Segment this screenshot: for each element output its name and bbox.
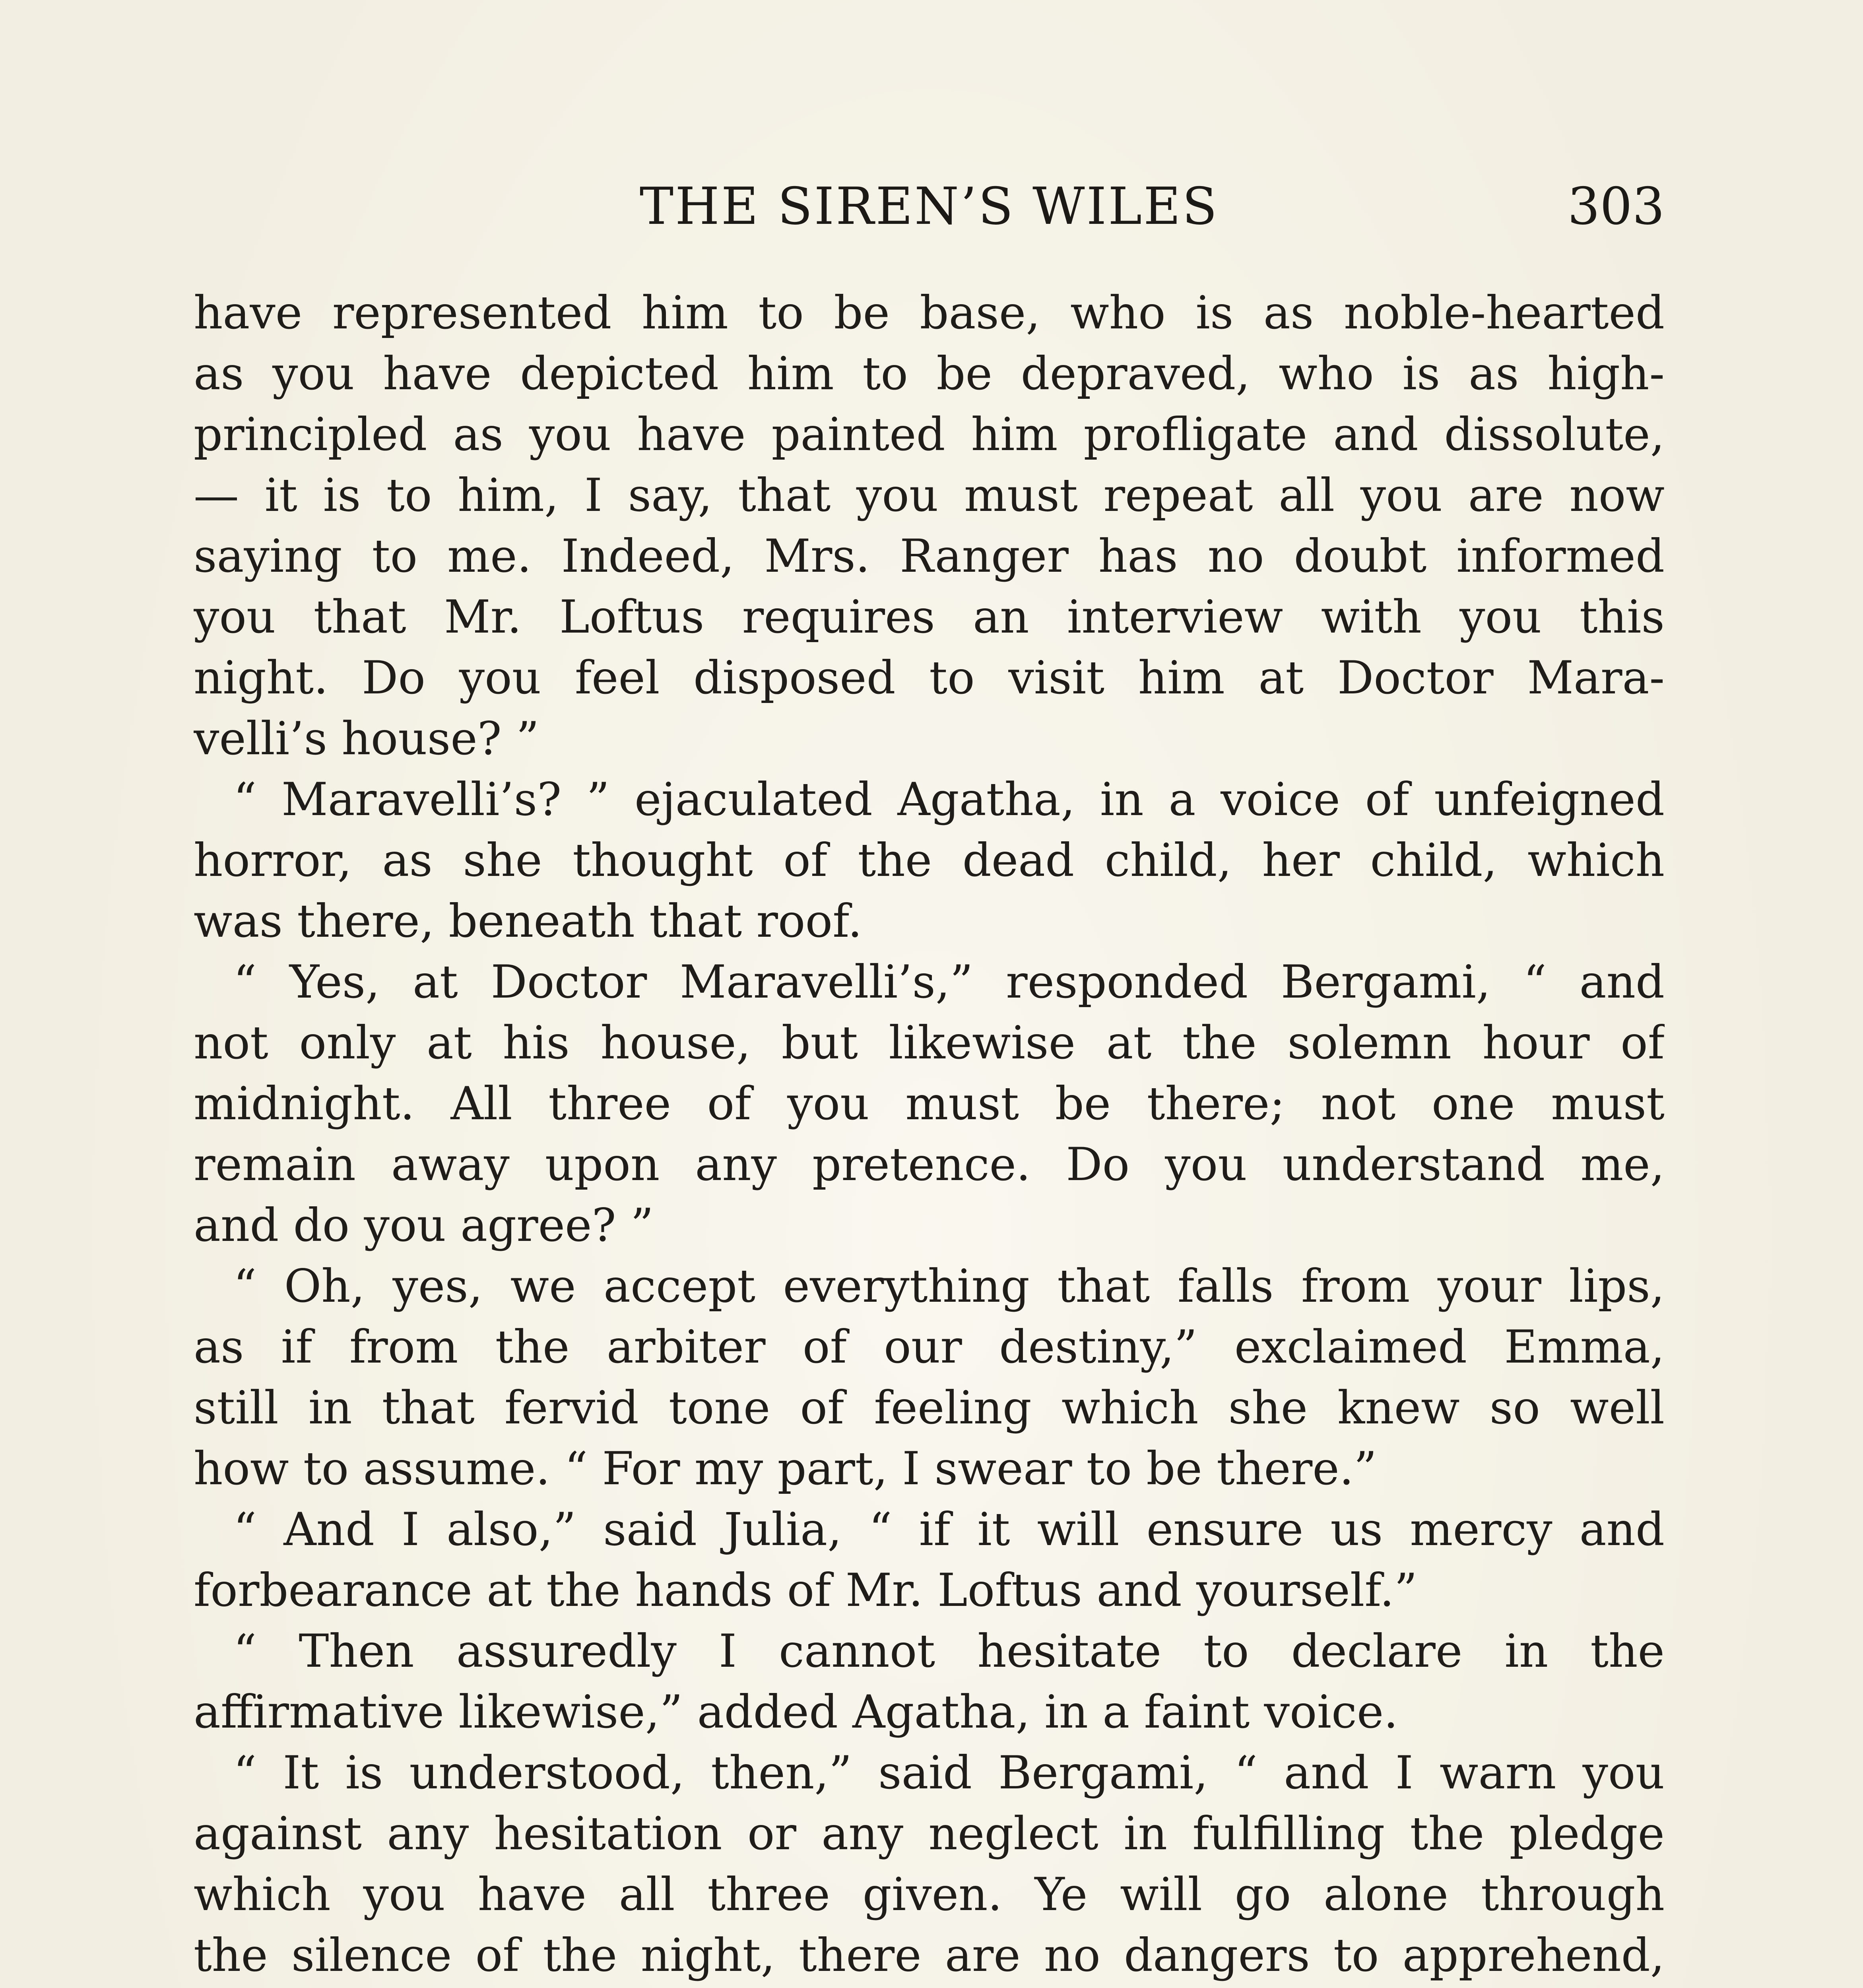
text-line: “ Oh, yes, we accept everything that falls from your lips,: [233, 1260, 1665, 1312]
text-line: was there, beneath that roof.: [194, 895, 862, 947]
text-line: night. Do you feel disposed to visit him at Doctor Mara-: [194, 651, 1665, 704]
text-line: “ Yes, at Doctor Maravelli’s,” responded Bergami, “ and: [233, 955, 1665, 1008]
body-text: [194, 282, 1665, 1988]
text-line: how to assume. “ For my part, I swear to be there.”: [194, 1442, 1377, 1495]
text-line: the silence of the night, there are no dangers to apprehend,: [194, 1929, 1665, 1982]
text-line: “ Then assuredly I cannot hesitate to declare in the: [233, 1625, 1665, 1677]
text-line: as if from the arbiter of our destiny,” exclaimed Emma,: [194, 1320, 1665, 1373]
text-line: midnight. All three of you must be there; not one must: [194, 1077, 1665, 1130]
text-line: velli’s house? ”: [194, 712, 539, 765]
text-line: saying to me. Indeed, Mrs. Ranger has no doubt informed: [194, 530, 1665, 582]
text-line: have represented him to be base, who is as noble-hearted: [194, 286, 1665, 339]
text-line: still in that fervid tone of feeling which she knew so well: [194, 1381, 1665, 1434]
text-line: not only at his house, but likewise at the solemn hour of: [194, 1016, 1665, 1069]
text-line: principled as you have painted him profligate and dissolute,: [194, 408, 1665, 461]
text-line: horror, as she thought of the dead child, her child, which: [194, 834, 1665, 887]
page-number: 303: [1567, 177, 1665, 236]
text-line: you that Mr. Loftus requires an interview with you this: [194, 590, 1665, 643]
text-line: which you have all three given. Ye will go alone through: [194, 1868, 1665, 1921]
text-line: forbearance at the hands of Mr. Loftus and yourself.”: [194, 1564, 1417, 1617]
text-line: and do you agree? ”: [194, 1199, 654, 1252]
text-line: [194, 1986, 1665, 1988]
text-line: — it is to him, I say, that you must repeat all you are now: [194, 469, 1665, 522]
text-line: “ And I also,” said Julia, “ if it will ensure us mercy and: [233, 1503, 1665, 1556]
running-head: THE SIREN’S WILES: [639, 177, 1219, 236]
text-line: “ It is understood, then,” said Bergami, “ and I warn you: [233, 1746, 1665, 1799]
text-line: “ Maravelli’s? ” ejaculated Agatha, in a voice of unfeigned: [233, 773, 1665, 826]
text-line: remain away upon any pretence. Do you understand me,: [194, 1138, 1665, 1191]
text-line: against any hesitation or any neglect in fulfilling the pledge: [194, 1807, 1665, 1860]
page-header: [194, 171, 1665, 243]
text-line: as you have depicted him to be depraved, who is as high-: [194, 347, 1665, 400]
text-line: affirmative likewise,” added Agatha, in a faint voice.: [194, 1685, 1398, 1738]
